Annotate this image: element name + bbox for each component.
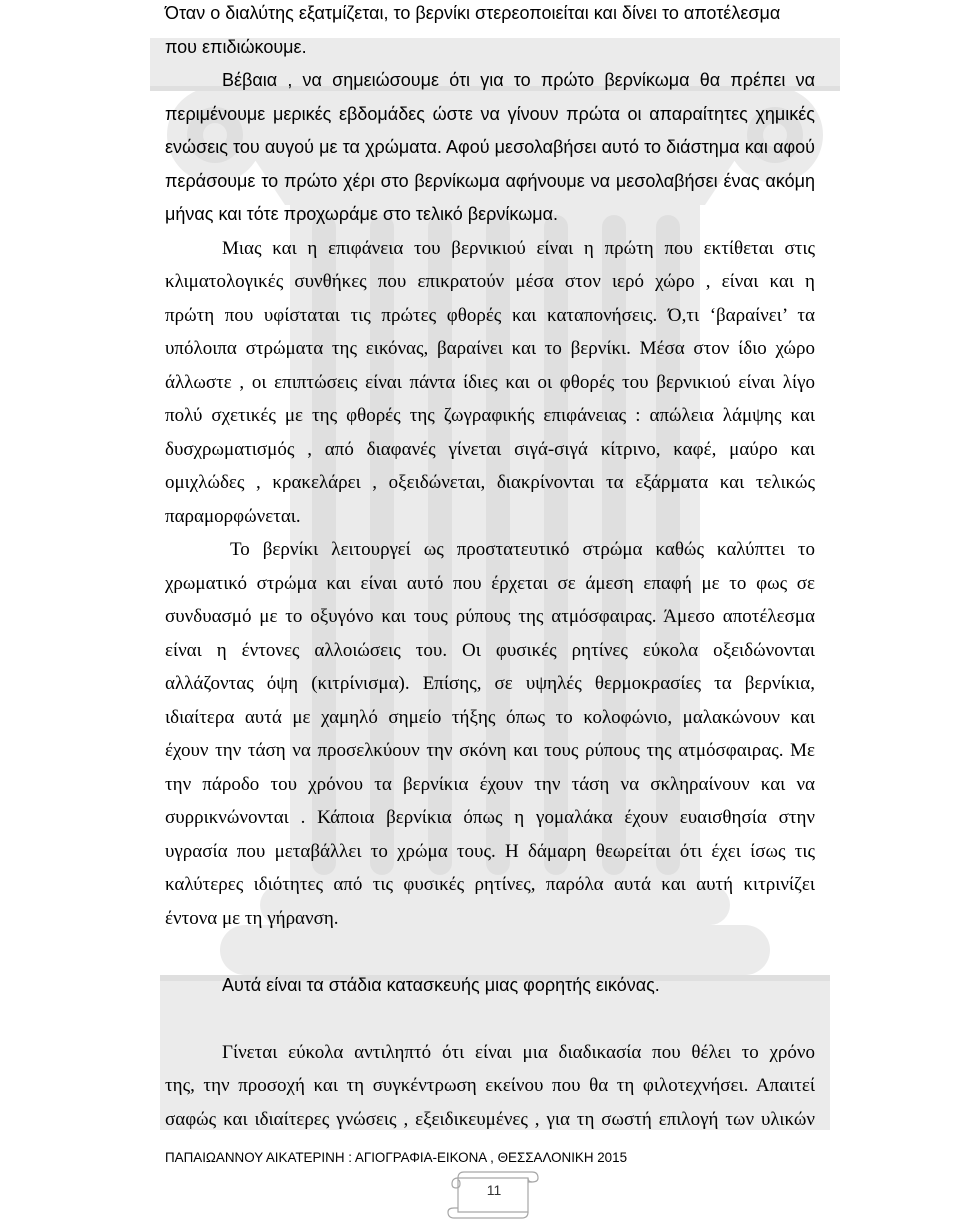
paragraph-4 (165, 533, 815, 935)
page-number-box (444, 1168, 540, 1220)
text-line: συρρικνώνονται . Κάποια βερνίκια όπως η γομαλάκα έχουν ευαισθησία στην (165, 807, 815, 828)
text-line: Βέβαια , να σημειώσουμε ότι για το πρώτο βερνίκωμα θα πρέπει να (222, 70, 815, 90)
paragraph-1 (165, 0, 815, 64)
text-line: χρωματικό στρώμα και είναι αυτό που έρχεται σε άμεση επαφή με το φως σε (165, 572, 815, 594)
text-line: άλλωστε , οι επιπτώσεις είναι πάντα ίδιες και οι φθορές του βερνικιού είναι λίγο (165, 371, 815, 393)
text-line: δυσχρωματισμός , από διαφανές γίνεται σιγά-σιγά κίτρινο, καφέ, μαύρο και (165, 438, 815, 460)
text-line: Όταν ο διαλύτης εξατμίζεται, το βερνίκι στερεοποιείται και δίνει το αποτέλεσμα (165, 3, 781, 23)
text-line: πρώτη που υφίσταται τις πρώτες φθορές και καταπονήσεις. Ό,τι ‘βαραίνει’ τα (165, 304, 815, 326)
text-line: Γίνεται εύκολα αντιληπτό ότι είναι μια διαδικασία που θέλει το χρόνο (222, 1041, 815, 1063)
text-line: Μιας και η επιφάνεια του βερνικιού είναι η πρώτη που εκτίθεται στις (222, 237, 815, 259)
text-line: που επιδιώκουμε. (165, 36, 307, 57)
page-number: 11 (486, 1182, 502, 1198)
text-line: ομιχλώδες , κρακελάρει , οξειδώνεται, διακρίνονται τα εξάρματα και τελικώς (165, 472, 815, 493)
text-line: έχουν την τάση να προσελκύουν την σκόνη και τους ρύπους της ατμόσφαιρας. Με (165, 740, 815, 761)
text-line: παραμορφώνεται. (165, 505, 301, 527)
page-footer: ΠΑΠΑΙΩΑΝΝΟΥ ΑΙΚΑΤΕΡΙΝΗ : ΑΓΙΟΓΡΑΦΙΑ-ΕΙΚΟΝΑ , ΘΕΣΣΑΛΟΝΙΚΗ 2015 (165, 1150, 628, 1165)
text-line: την πάροδο του χρόνου τα βερνίκια έχουν την τάση να σκληραίνουν και να (165, 773, 815, 795)
text-line: Αυτά είναι τα στάδια κατασκευής μιας φορητής εικόνας. (222, 974, 660, 995)
text-line: κλιματολογικές συνθήκες που επικρατούν μέσα στον ιερό χώρο , είναι και η (165, 271, 815, 292)
text-line: πολύ σχετικές με της φθορές της ζωγραφικής επιφάνειας : απώλεια λάμψης και (165, 405, 815, 426)
text-line: καλύτερες ιδιότητες από τις φυσικές ρητίνες, παρόλα αυτά και αυτή κιτρινίζει (165, 874, 815, 895)
text-line: αλλάζοντας όψη (κιτρίνισμα). Επίσης, σε υψηλές θερμοκρασίες τα βερνίκια, (165, 673, 815, 694)
text-line: υπόλοιπα στρώματα της εικόνας, βαραίνει και το βερνίκι. Μέσα στον ίδιο χώρο (165, 338, 815, 359)
text-line: της, την προσοχή και τη συγκέντρωση εκείνου που θα τη φιλοτεχνήσει. Απαιτεί (165, 1075, 815, 1096)
text-line: ιδιαίτερα αυτά με χαμηλό σημείο τήξης όπως το κολοφώνιο, μαλακώνουν και (165, 706, 815, 728)
text-line: περάσουμε το πρώτο χέρι στο βερνίκωμα αφήνουμε να μεσολαβήσει ένας ακόμη (165, 170, 815, 191)
paragraph-6 (165, 1036, 815, 1137)
document-body (165, 0, 815, 1136)
text-line: συνδυασμό με το οξυγόνο και τους ρύπους της ατμόσφαιρας. Άμεσο αποτέλεσμα (165, 606, 815, 627)
paragraph-5 (165, 969, 815, 1003)
paragraph-3 (165, 232, 815, 534)
text-line: ενώσεις του αυγού με τα χρώματα. Αφού μεσολαβήσει αυτό το διάστημα και αφού (165, 137, 815, 157)
text-line: περιμένουμε μερικές εβδομάδες ώστε να γίνουν πρώτα οι απαραίτητες χημικές (165, 103, 815, 124)
paragraph-2 (165, 64, 815, 232)
text-line: Το βερνίκι λειτουργεί ως προστατευτικό στρώμα καθώς καλύπτει το (230, 539, 815, 560)
text-line: υγρασία που μεταβάλλει το χρώμα τους. Η δάμαρη θεωρείται ότι έχει ίσως τις (165, 840, 815, 862)
text-line: είναι η έντονες αλλοιώσεις του. Οι φυσικές ρητίνες εύκολα οξειδώνονται (165, 639, 815, 661)
text-line: έντονα με τη γήρανση. (165, 907, 339, 929)
text-line: μήνας και τότε προχωράμε στο τελικό βερνίκωμα. (165, 204, 559, 224)
text-line: σαφώς και ιδιαίτερες γνώσεις , εξειδικευμένες , για τη σωστή επιλογή των υλικών (165, 1108, 815, 1130)
